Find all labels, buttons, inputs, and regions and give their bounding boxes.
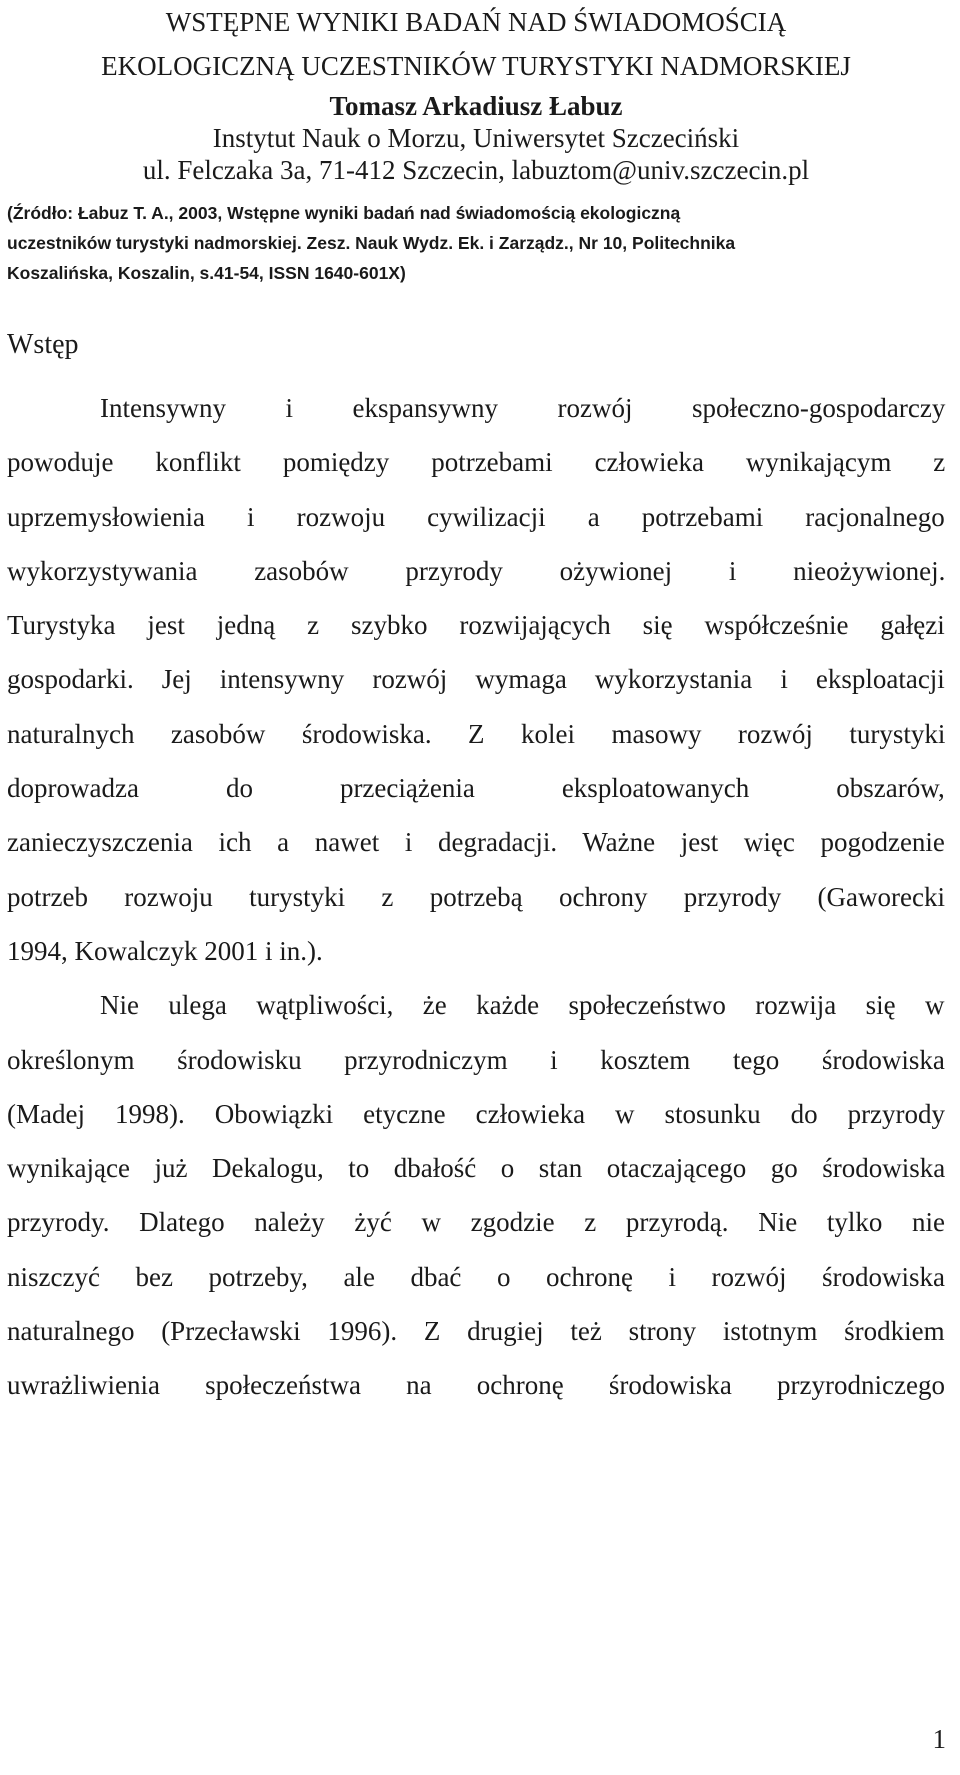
paragraph-line: zanieczyszczenia ich a nawet i degradacji. Ważne jest więc pogodzenie <box>7 827 945 858</box>
paragraph-line: powoduje konflikt pomiędzy potrzebami człowieka wynikającym z <box>7 447 946 478</box>
section-heading: Wstęp <box>7 329 79 360</box>
paragraph-line: uwrażliwienia społeczeństwa na ochronę środowiska przyrodniczego <box>7 1370 945 1401</box>
paragraph-line: 1994, Kowalczyk 2001 i in.). <box>7 935 323 966</box>
page-number: 1 <box>932 1724 946 1754</box>
paragraph-line: doprowadza do przeciążenia eksploatowanych obszarów, <box>7 773 945 804</box>
paragraph-line: przyrody. Dlatego należy żyć w zgodzie z przyrodą. Nie tylko nie <box>7 1207 945 1238</box>
paper-title <box>7 0 945 88</box>
source-line-3: Koszalińska, Koszalin, s.41-54, ISSN 1640-601X) <box>7 263 406 283</box>
paragraph-line: potrzeb rozwoju turystyki z potrzebą ochrony przyrody (Gaworecki <box>7 881 945 912</box>
body-text <box>7 381 945 1413</box>
author-affiliation: Instytut Nauk o Morzu, Uniwersytet Szczeciński <box>212 123 740 153</box>
paragraph-line: (Madej 1998). Obowiązki etyczne człowieka w stosunku do przyrody <box>7 1098 946 1129</box>
paragraph-line: Intensywny i ekspansywny rozwój społeczno-gospodarczy <box>100 393 946 423</box>
author-name: Tomasz Arkadiusz Łabuz <box>329 91 623 121</box>
paragraph-line: uprzemysłowienia i rozwoju cywilizacji a potrzebami racjonalnego <box>7 501 945 532</box>
paragraph-line: naturalnego (Przecławski 1996). Z drugiej też strony istotnym środkiem <box>7 1316 945 1347</box>
source-line-1: (Źródło: Łabuz T. A., 2003, Wstępne wyniki badań nad świadomością ekologiczną <box>7 203 681 223</box>
author-address: ul. Felczaka 3a, 71-412 Szczecin, labuztom@univ.szczecin.pl <box>142 155 810 185</box>
source-line-2: uczestników turystyki nadmorskiej. Zesz. Nauk Wydz. Ek. i Zarządz., Nr 10, Politechnika <box>7 233 736 253</box>
paragraph-line: niszczyć bez potrzeby, ale dbać o ochronę i rozwój środowiska <box>7 1261 945 1292</box>
paragraph-line: określonym środowisku przyrodniczym i kosztem tego środowiska <box>7 1044 945 1075</box>
paragraph-line: naturalnych zasobów środowiska. Z kolei masowy rozwój turystyki <box>7 718 946 749</box>
source-citation <box>7 198 945 288</box>
paragraph-line: Nie ulega wątpliwości, że każde społeczeństwo rozwija się w <box>100 990 945 1021</box>
paragraph-line: gospodarki. Jej intensywny rozwój wymaga wykorzystania i eksploatacji <box>7 664 945 695</box>
paragraph-1 <box>7 381 945 978</box>
title-line-2: EKOLOGICZNĄ UCZESTNIKÓW TURYSTYKI NADMORSKIEJ <box>101 51 851 81</box>
paragraph-line: wykorzystywania zasobów przyrody ożywionej i nieożywionej. <box>7 555 946 586</box>
title-line-1: WSTĘPNE WYNIKI BADAŃ NAD ŚWIADOMOŚCIĄ <box>165 7 787 37</box>
paragraph-2 <box>7 978 945 1412</box>
paragraph-line: wynikające już Dekalogu, to dbałość o stan otaczającego go środowiska <box>7 1153 946 1184</box>
paragraph-line: Turystyka jest jedną z szybko rozwijających się współcześnie gałęzi <box>7 610 945 641</box>
author-block <box>7 90 945 186</box>
